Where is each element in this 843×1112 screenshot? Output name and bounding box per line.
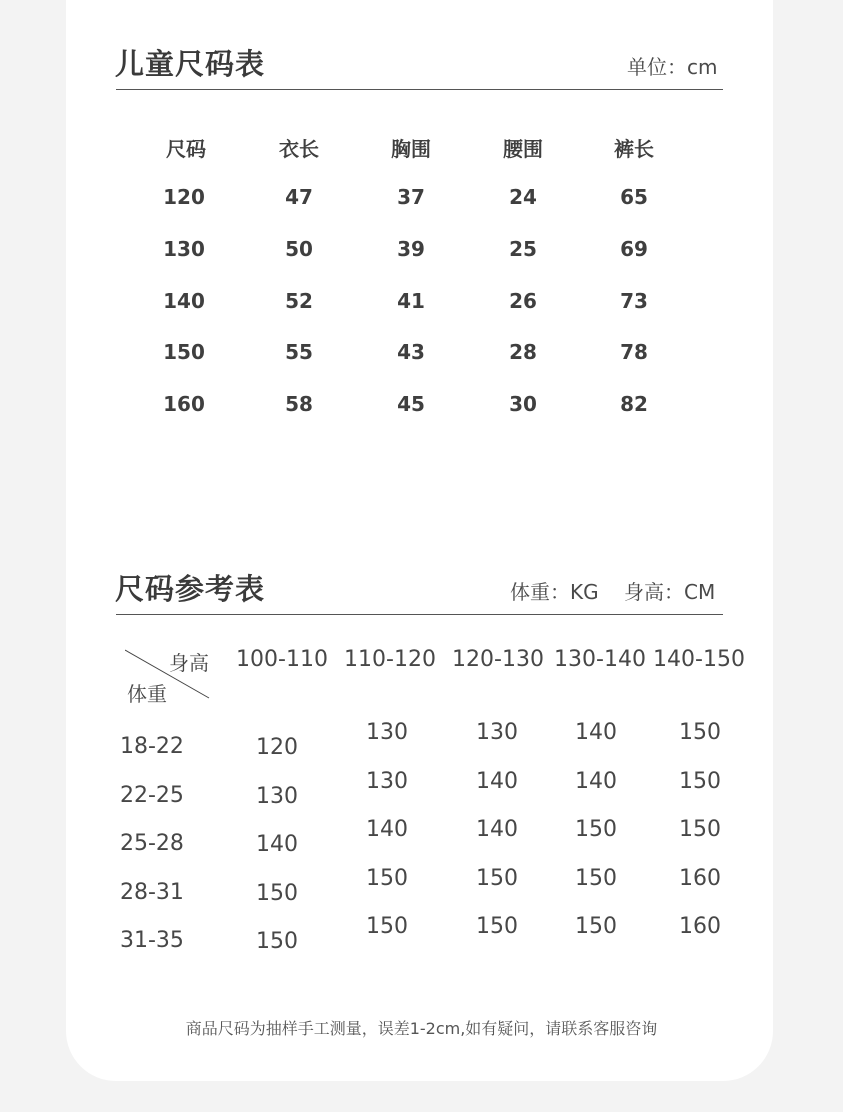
ref-table-cell: 150 [366, 866, 408, 891]
weight-range-label: 22-25 [120, 783, 184, 808]
ref-table-cell: 140 [476, 769, 518, 794]
height-range-header: 100-110 [236, 647, 328, 672]
size-table-cell: 130 [163, 237, 205, 261]
ref-table-cell: 140 [366, 817, 408, 842]
ref-table-cell: 130 [366, 769, 408, 794]
size-table-cell: 37 [397, 185, 425, 209]
ref-table-cell: 140 [575, 769, 617, 794]
ref-table-cell: 160 [679, 914, 721, 939]
size-table-divider [116, 89, 723, 90]
ref-table-cell: 150 [256, 929, 298, 954]
size-table-header: 腰围 [503, 137, 543, 161]
size-table-title: 儿童尺码表 [115, 47, 266, 81]
size-table-cell: 50 [285, 237, 313, 261]
size-table-unit: 单位：cm [627, 55, 718, 79]
ref-table-cell: 130 [366, 720, 408, 745]
weight-range-label: 25-28 [120, 831, 184, 856]
size-table-cell: 150 [163, 340, 205, 364]
ref-table-cell: 130 [256, 784, 298, 809]
ref-table-cell: 150 [679, 817, 721, 842]
size-table-cell: 28 [509, 340, 537, 364]
size-table-header: 裤长 [614, 137, 654, 161]
size-table-cell: 65 [620, 185, 648, 209]
weight-range-label: 28-31 [120, 880, 184, 905]
ref-table-cell: 150 [679, 720, 721, 745]
ref-table-cell: 150 [679, 769, 721, 794]
size-table-cell: 39 [397, 237, 425, 261]
measurement-note: 商品尺码为抽样手工测量，误差1-2cm,如有疑问，请联系客服咨询 [185, 1019, 658, 1038]
ref-table-title: 尺码参考表 [115, 572, 266, 606]
size-table-cell: 140 [163, 289, 205, 313]
ref-table-cell: 140 [256, 832, 298, 857]
size-table-cell: 69 [620, 237, 648, 261]
size-table-cell: 25 [509, 237, 537, 261]
ref-table-divider [116, 614, 723, 615]
size-table-cell: 26 [509, 289, 537, 313]
size-table-cell: 55 [285, 340, 313, 364]
size-table-header: 尺码 [166, 137, 206, 161]
size-table-cell: 82 [620, 392, 648, 416]
size-table-cell: 24 [509, 185, 537, 209]
height-range-header: 120-130 [452, 647, 544, 672]
height-range-header: 130-140 [554, 647, 646, 672]
size-table-cell: 78 [620, 340, 648, 364]
ref-table-cell: 150 [256, 881, 298, 906]
size-table-cell: 30 [509, 392, 537, 416]
size-table-cell: 160 [163, 392, 205, 416]
size-table-cell: 41 [397, 289, 425, 313]
ref-table-cell: 160 [679, 866, 721, 891]
size-table-cell: 120 [163, 185, 205, 209]
size-table-header: 胸围 [391, 137, 431, 161]
size-table-cell: 52 [285, 289, 313, 313]
ref-table-cell: 130 [476, 720, 518, 745]
ref-table-cell: 140 [476, 817, 518, 842]
size-table-cell: 58 [285, 392, 313, 416]
ref-table-cell: 150 [575, 817, 617, 842]
ref-table-cell: 120 [256, 735, 298, 760]
ref-table-cell: 150 [575, 914, 617, 939]
size-table-cell: 45 [397, 392, 425, 416]
height-range-header: 110-120 [344, 647, 436, 672]
ref-table-cell: 140 [575, 720, 617, 745]
ref-table-cell: 150 [476, 866, 518, 891]
ref-table-cell: 150 [575, 866, 617, 891]
size-table-cell: 43 [397, 340, 425, 364]
weight-range-label: 31-35 [120, 928, 184, 953]
size-table-cell: 73 [620, 289, 648, 313]
ref-table-unit: 体重：KG 身高：CM [510, 580, 716, 604]
size-chart-card [66, 0, 773, 1081]
size-table-cell: 47 [285, 185, 313, 209]
height-range-header: 140-150 [653, 647, 745, 672]
size-table-header: 衣长 [279, 137, 319, 161]
corner-label-height: 身高 [169, 651, 209, 675]
corner-label-weight: 体重 [127, 682, 167, 706]
weight-range-label: 18-22 [120, 734, 184, 759]
ref-table-cell: 150 [476, 914, 518, 939]
ref-table-cell: 150 [366, 914, 408, 939]
